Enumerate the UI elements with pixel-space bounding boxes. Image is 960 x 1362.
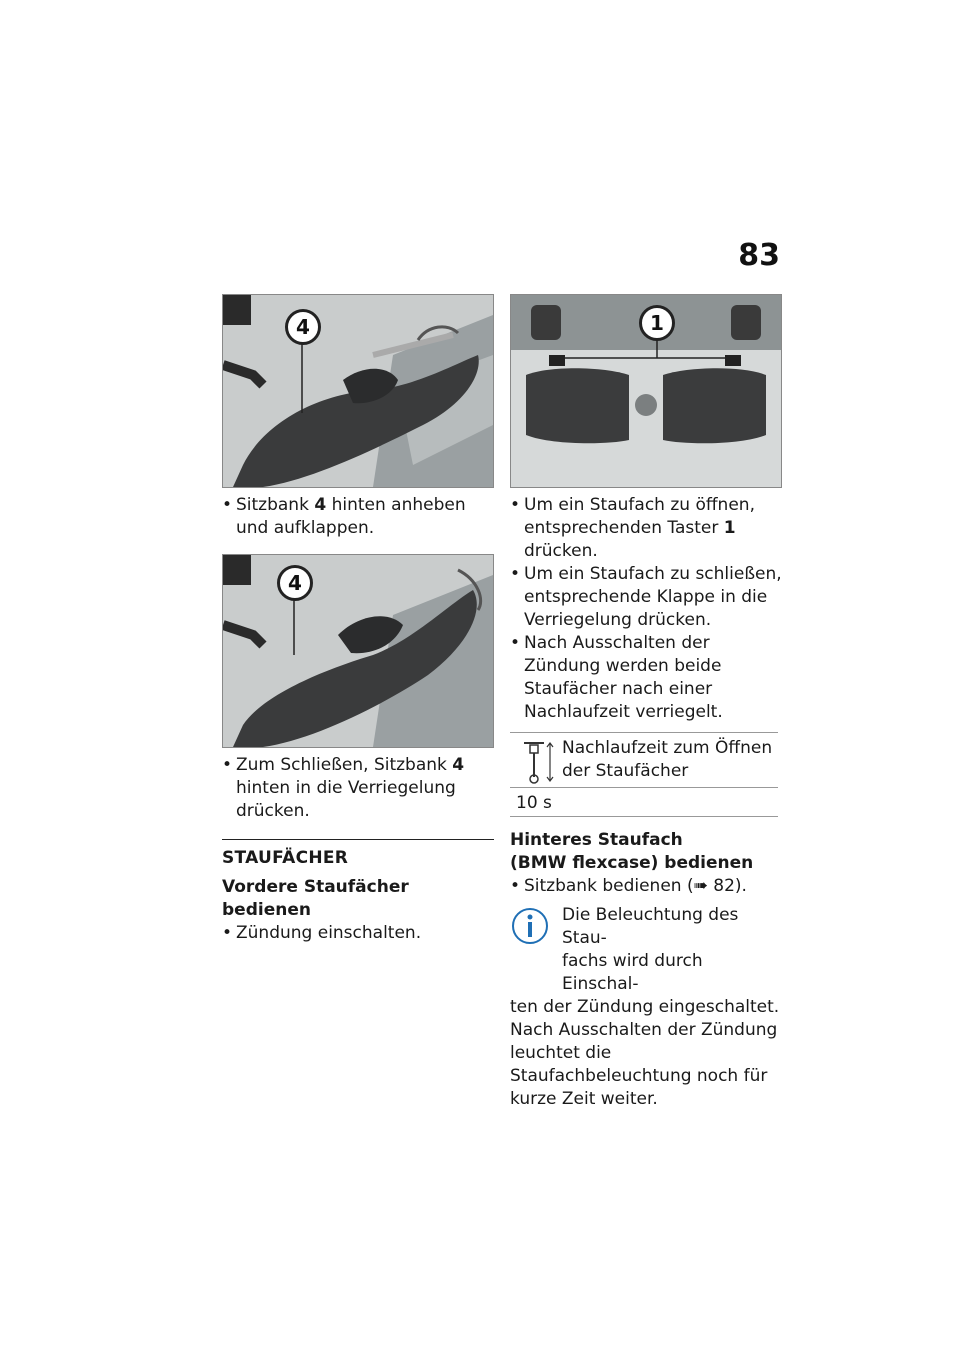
bullet-icon: •	[510, 633, 521, 653]
bullet-icon: •	[510, 564, 521, 584]
callout-seat: 4	[285, 309, 321, 345]
step-lock: • Nach Ausschalten der Zündung werden beide Staufächer nach einer Nachlaufzeit verriegelt.	[510, 633, 723, 722]
step-close: • Um ein Staufach zu schließen, entsprechende Klappe in die Verriegelung drücken.	[510, 564, 782, 630]
spec-value: 10 s	[516, 793, 552, 813]
caption-seat-close: • Zum Schließen, Sitzbank 4 hinten in die Verriegelung drücken.	[222, 755, 465, 821]
page-ref-arrow-icon: ➠	[693, 876, 708, 896]
section-divider	[222, 839, 494, 840]
callout-button: 1	[639, 305, 675, 341]
timer-icon	[518, 737, 558, 787]
seat-open-figure	[222, 294, 494, 488]
seat-open-illustration	[223, 295, 493, 487]
step-open: • Um ein Staufach zu öffnen, entsprechenden Taster 1 drücken.	[510, 495, 755, 561]
compartment-figure	[510, 294, 782, 488]
bullet-icon: •	[510, 876, 521, 896]
seat-close-figure	[222, 554, 494, 748]
info-icon	[510, 906, 550, 946]
bullet-icon: •	[510, 495, 521, 515]
page-number: 83	[738, 238, 780, 273]
step-ignition-on: • Zündung einschalten.	[222, 923, 422, 943]
spec-table	[510, 732, 778, 817]
subheading-front-compartments: Vordere Staufächer bedienen	[222, 877, 409, 920]
step-seat-operate: • Sitzbank bedienen (➠ 82).	[510, 876, 747, 896]
spec-label: Nachlaufzeit zum Öffnen der Staufächer	[562, 738, 773, 781]
right-column	[510, 294, 782, 1111]
bullet-icon: •	[222, 495, 233, 515]
seat-close-illustration	[223, 555, 493, 747]
bullet-icon: •	[222, 755, 233, 775]
callout-seat: 4	[277, 565, 313, 601]
subheading-rear-compartment: Hinteres Staufach (BMW flexcase) bedienen	[510, 830, 754, 873]
section-title: STAUFÄCHER	[222, 848, 349, 868]
compartment-steps	[510, 494, 782, 724]
bullet-icon: •	[222, 923, 233, 943]
caption-seat-open: • Sitzbank 4 hinten anheben und aufklappen.	[222, 495, 466, 538]
info-note: Die Beleuchtung des Stau- fachs wird durch Einschal- ten der Zündung eingeschaltet. Nach Ausschalten der Zündung leuchtet die Staufachbeleuchtung noch für kurze Zeit weiter.	[510, 905, 780, 1109]
left-column	[222, 294, 494, 945]
